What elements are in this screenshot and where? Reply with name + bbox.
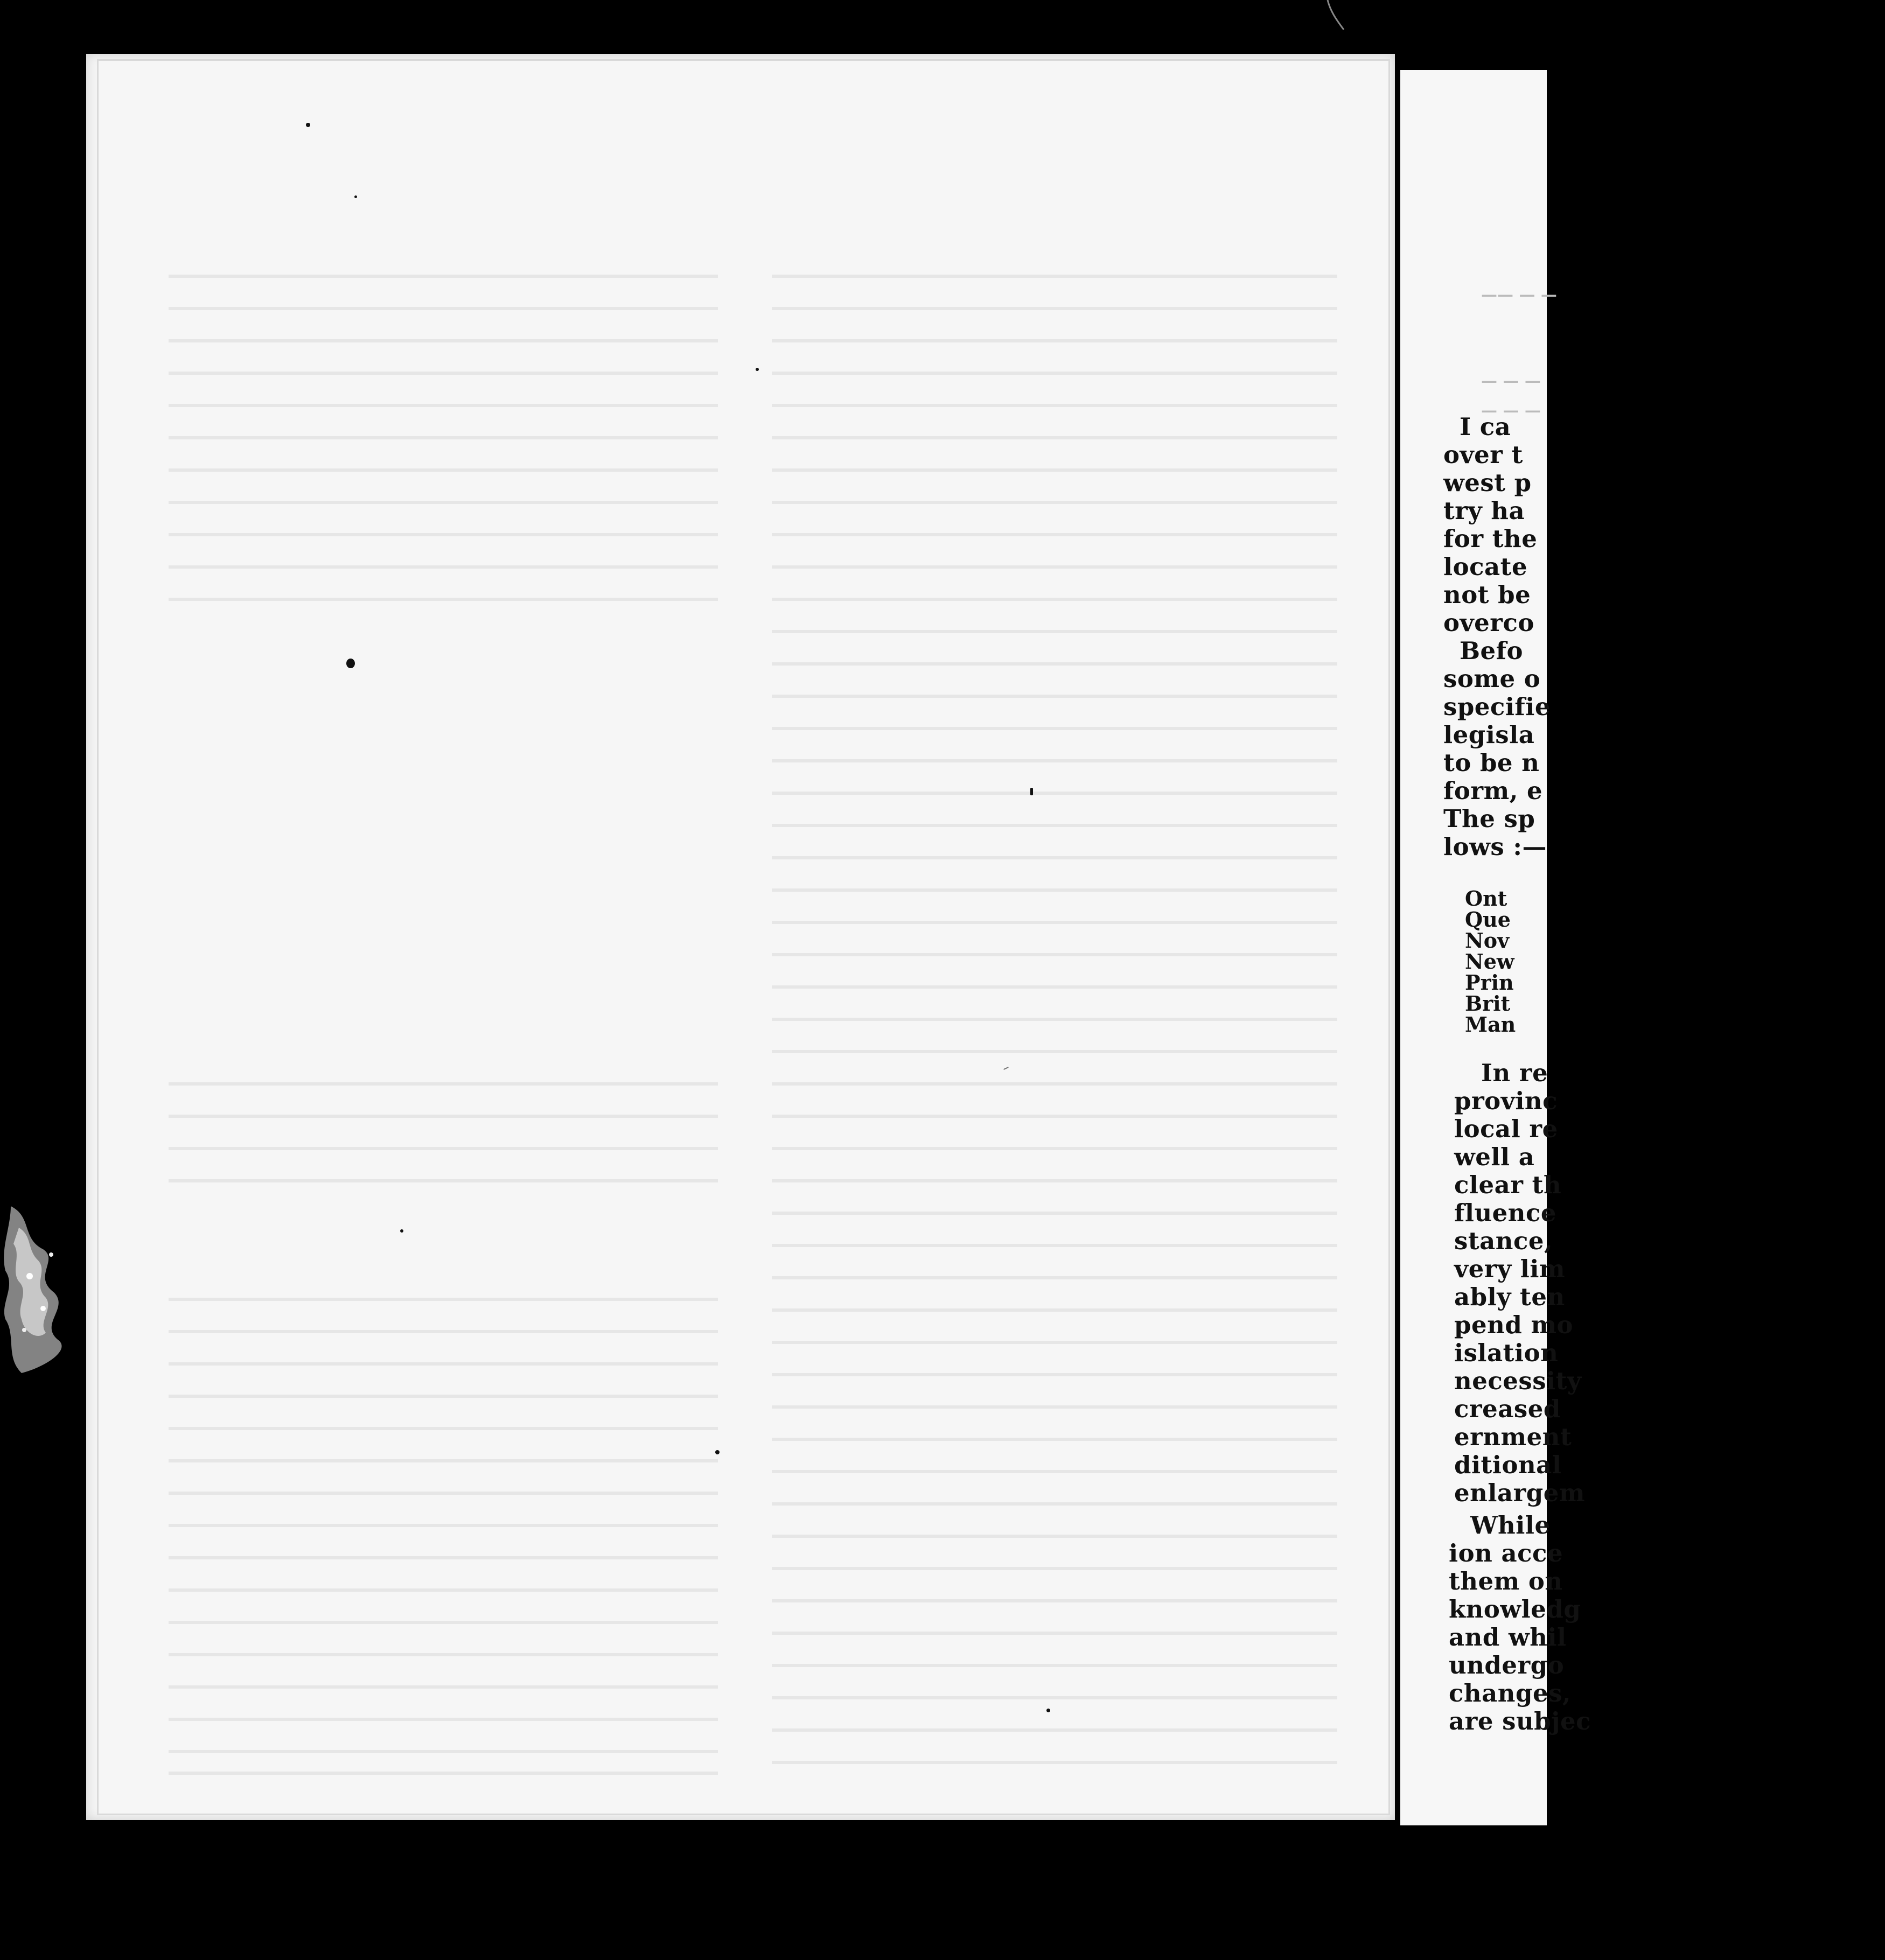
scan-scratch-mark bbox=[1325, 0, 1346, 32]
para3-line-6: fluence bbox=[1454, 1199, 1557, 1227]
dust-speck bbox=[1046, 1709, 1050, 1712]
province-list-item-2: Que bbox=[1465, 907, 1511, 932]
para4-line-5: and whil bbox=[1449, 1623, 1567, 1651]
para4-line-7: changes, bbox=[1449, 1679, 1572, 1707]
left-page-inner-border bbox=[97, 59, 1390, 1815]
para4-line-6: undergo bbox=[1449, 1651, 1565, 1679]
province-list-item-5: Prin bbox=[1465, 970, 1514, 995]
para3-line-2: provinc bbox=[1454, 1087, 1558, 1115]
para1-line-7: not be bbox=[1443, 580, 1531, 609]
para3-line-5: clear th bbox=[1454, 1171, 1562, 1199]
dust-speck bbox=[756, 368, 759, 371]
dust-speck bbox=[1030, 788, 1033, 795]
para1-line-2: over t bbox=[1443, 440, 1523, 469]
para3-line-10: pend mo bbox=[1454, 1311, 1574, 1339]
para2-line-2: some o bbox=[1443, 664, 1541, 693]
para2-line-8: lows :— bbox=[1443, 832, 1547, 861]
para3-line-16: enlargem bbox=[1454, 1479, 1586, 1507]
para3-line-12: necessity bbox=[1454, 1367, 1582, 1395]
para1-line-1: I ca bbox=[1460, 412, 1511, 441]
dust-speck bbox=[354, 195, 357, 198]
right-text-page bbox=[1400, 70, 1591, 1825]
para4-line-3: them on bbox=[1449, 1567, 1563, 1595]
para3-line-9: ably ten bbox=[1454, 1283, 1565, 1311]
faint-line: — — — bbox=[1481, 372, 1541, 390]
para3-line-3: local re bbox=[1454, 1115, 1558, 1143]
para2-line-5: to be n bbox=[1443, 748, 1540, 777]
para3-line-1: In re bbox=[1481, 1059, 1548, 1087]
para2-line-6: form, e bbox=[1443, 776, 1543, 805]
dust-speck bbox=[306, 123, 310, 127]
province-list-item-1: Ont bbox=[1465, 886, 1507, 911]
para3-line-11: islation bbox=[1454, 1339, 1559, 1367]
para1-line-6: locate bbox=[1443, 552, 1528, 581]
faint-line: —— — — bbox=[1481, 285, 1557, 304]
para2-line-7: The sp bbox=[1443, 804, 1535, 833]
para1-line-4: try ha bbox=[1443, 496, 1525, 525]
para3-line-13: creased bbox=[1454, 1395, 1561, 1423]
para1-line-5: for the bbox=[1443, 524, 1538, 553]
left-blank-page bbox=[86, 54, 1395, 1820]
para2-line-4: legisla bbox=[1443, 720, 1535, 749]
para4-line-8: are subjec bbox=[1449, 1707, 1591, 1735]
right-page-text-block bbox=[1400, 70, 1885, 1825]
para4-line-1: While bbox=[1470, 1511, 1551, 1539]
bleed-through-text bbox=[99, 61, 1388, 1814]
para3-line-14: ernment bbox=[1454, 1423, 1572, 1451]
dust-speck bbox=[346, 659, 355, 668]
scan-artifact-left bbox=[0, 1195, 75, 1378]
province-list-item-6: Brit bbox=[1465, 991, 1511, 1016]
faint-line: — — — bbox=[1481, 401, 1541, 420]
para3-line-8: very lim bbox=[1454, 1255, 1566, 1283]
dust-speck bbox=[715, 1450, 720, 1454]
province-list-item-3: Nov bbox=[1465, 928, 1510, 953]
para2-line-3: specifie bbox=[1443, 692, 1551, 721]
province-list-item-4: New bbox=[1465, 949, 1514, 974]
para1-line-3: west p bbox=[1443, 468, 1532, 497]
para4-line-2: ion acce bbox=[1449, 1539, 1563, 1567]
para4-line-4: knowledg bbox=[1449, 1595, 1581, 1623]
dust-speck bbox=[400, 1229, 403, 1233]
para3-line-15: ditional bbox=[1454, 1451, 1562, 1479]
para3-line-7: stance, bbox=[1454, 1227, 1553, 1255]
para2-line-1: Befo bbox=[1460, 636, 1524, 665]
province-list-item-7: Man bbox=[1465, 1012, 1516, 1037]
para1-line-8: overco bbox=[1443, 608, 1534, 637]
para3-line-4: well a bbox=[1454, 1143, 1535, 1171]
